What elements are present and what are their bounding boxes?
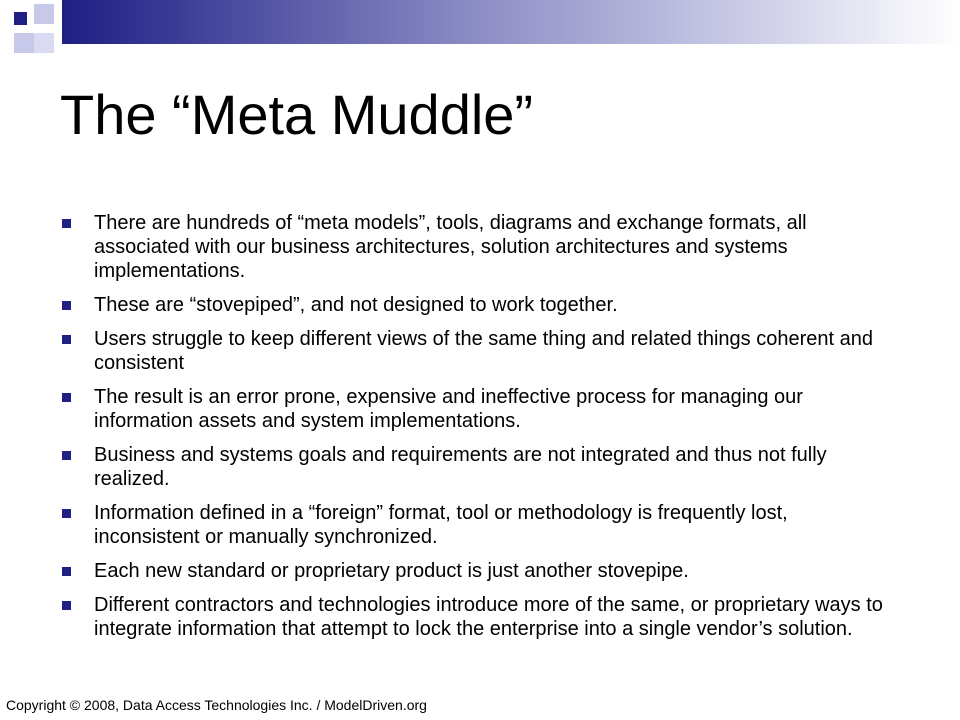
square-bullet-icon (62, 335, 71, 344)
bullet-item (62, 211, 892, 283)
bullet-text: These are “stovepiped”, and not designed to work together. (94, 294, 618, 316)
bullet-item (62, 501, 892, 549)
slide-title: The “Meta Muddle” (60, 83, 534, 146)
bullet-item (62, 385, 892, 433)
decor-square-light (14, 33, 34, 53)
bullet-text: There are hundreds of “meta models”, tools, diagrams and exchange formats, all associated with our business architectures, solution architectures and systems implementations. (94, 212, 807, 282)
square-bullet-icon (62, 393, 71, 402)
bullet-text: Each new standard or proprietary product is just another stovepipe. (94, 560, 689, 582)
bullet-text: Information defined in a “foreign” format, tool or methodology is frequently lost, inconsistent or manually synchronized. (94, 502, 788, 548)
bullet-list (62, 211, 892, 651)
square-bullet-icon (62, 601, 71, 610)
bullet-text: Users struggle to keep different views of the same thing and related things coherent and consistent (94, 328, 873, 374)
bullet-item (62, 443, 892, 491)
copyright-footer: Copyright © 2008, Data Access Technologies Inc. / ModelDriven.org (6, 697, 427, 713)
decor-square-light (34, 4, 54, 24)
square-bullet-icon (62, 219, 71, 228)
bullet-item (62, 327, 892, 375)
bullet-item (62, 559, 892, 583)
decor-square-navy (14, 12, 27, 25)
header-gradient-bar (62, 0, 960, 44)
square-bullet-icon (62, 509, 71, 518)
bullet-item (62, 593, 892, 641)
bullet-item (62, 293, 892, 317)
bullet-text: Business and systems goals and requirements are not integrated and thus not fully realized. (94, 444, 827, 490)
square-bullet-icon (62, 567, 71, 576)
bullet-text: Different contractors and technologies introduce more of the same, or proprietary ways to integrate information that attempt to lock the enterprise into a single vendor’s solution. (94, 594, 883, 640)
decor-square-light (34, 33, 54, 53)
square-bullet-icon (62, 301, 71, 310)
square-bullet-icon (62, 451, 71, 460)
bullet-text: The result is an error prone, expensive and ineffective process for managing our information assets and system implementations. (94, 386, 803, 432)
